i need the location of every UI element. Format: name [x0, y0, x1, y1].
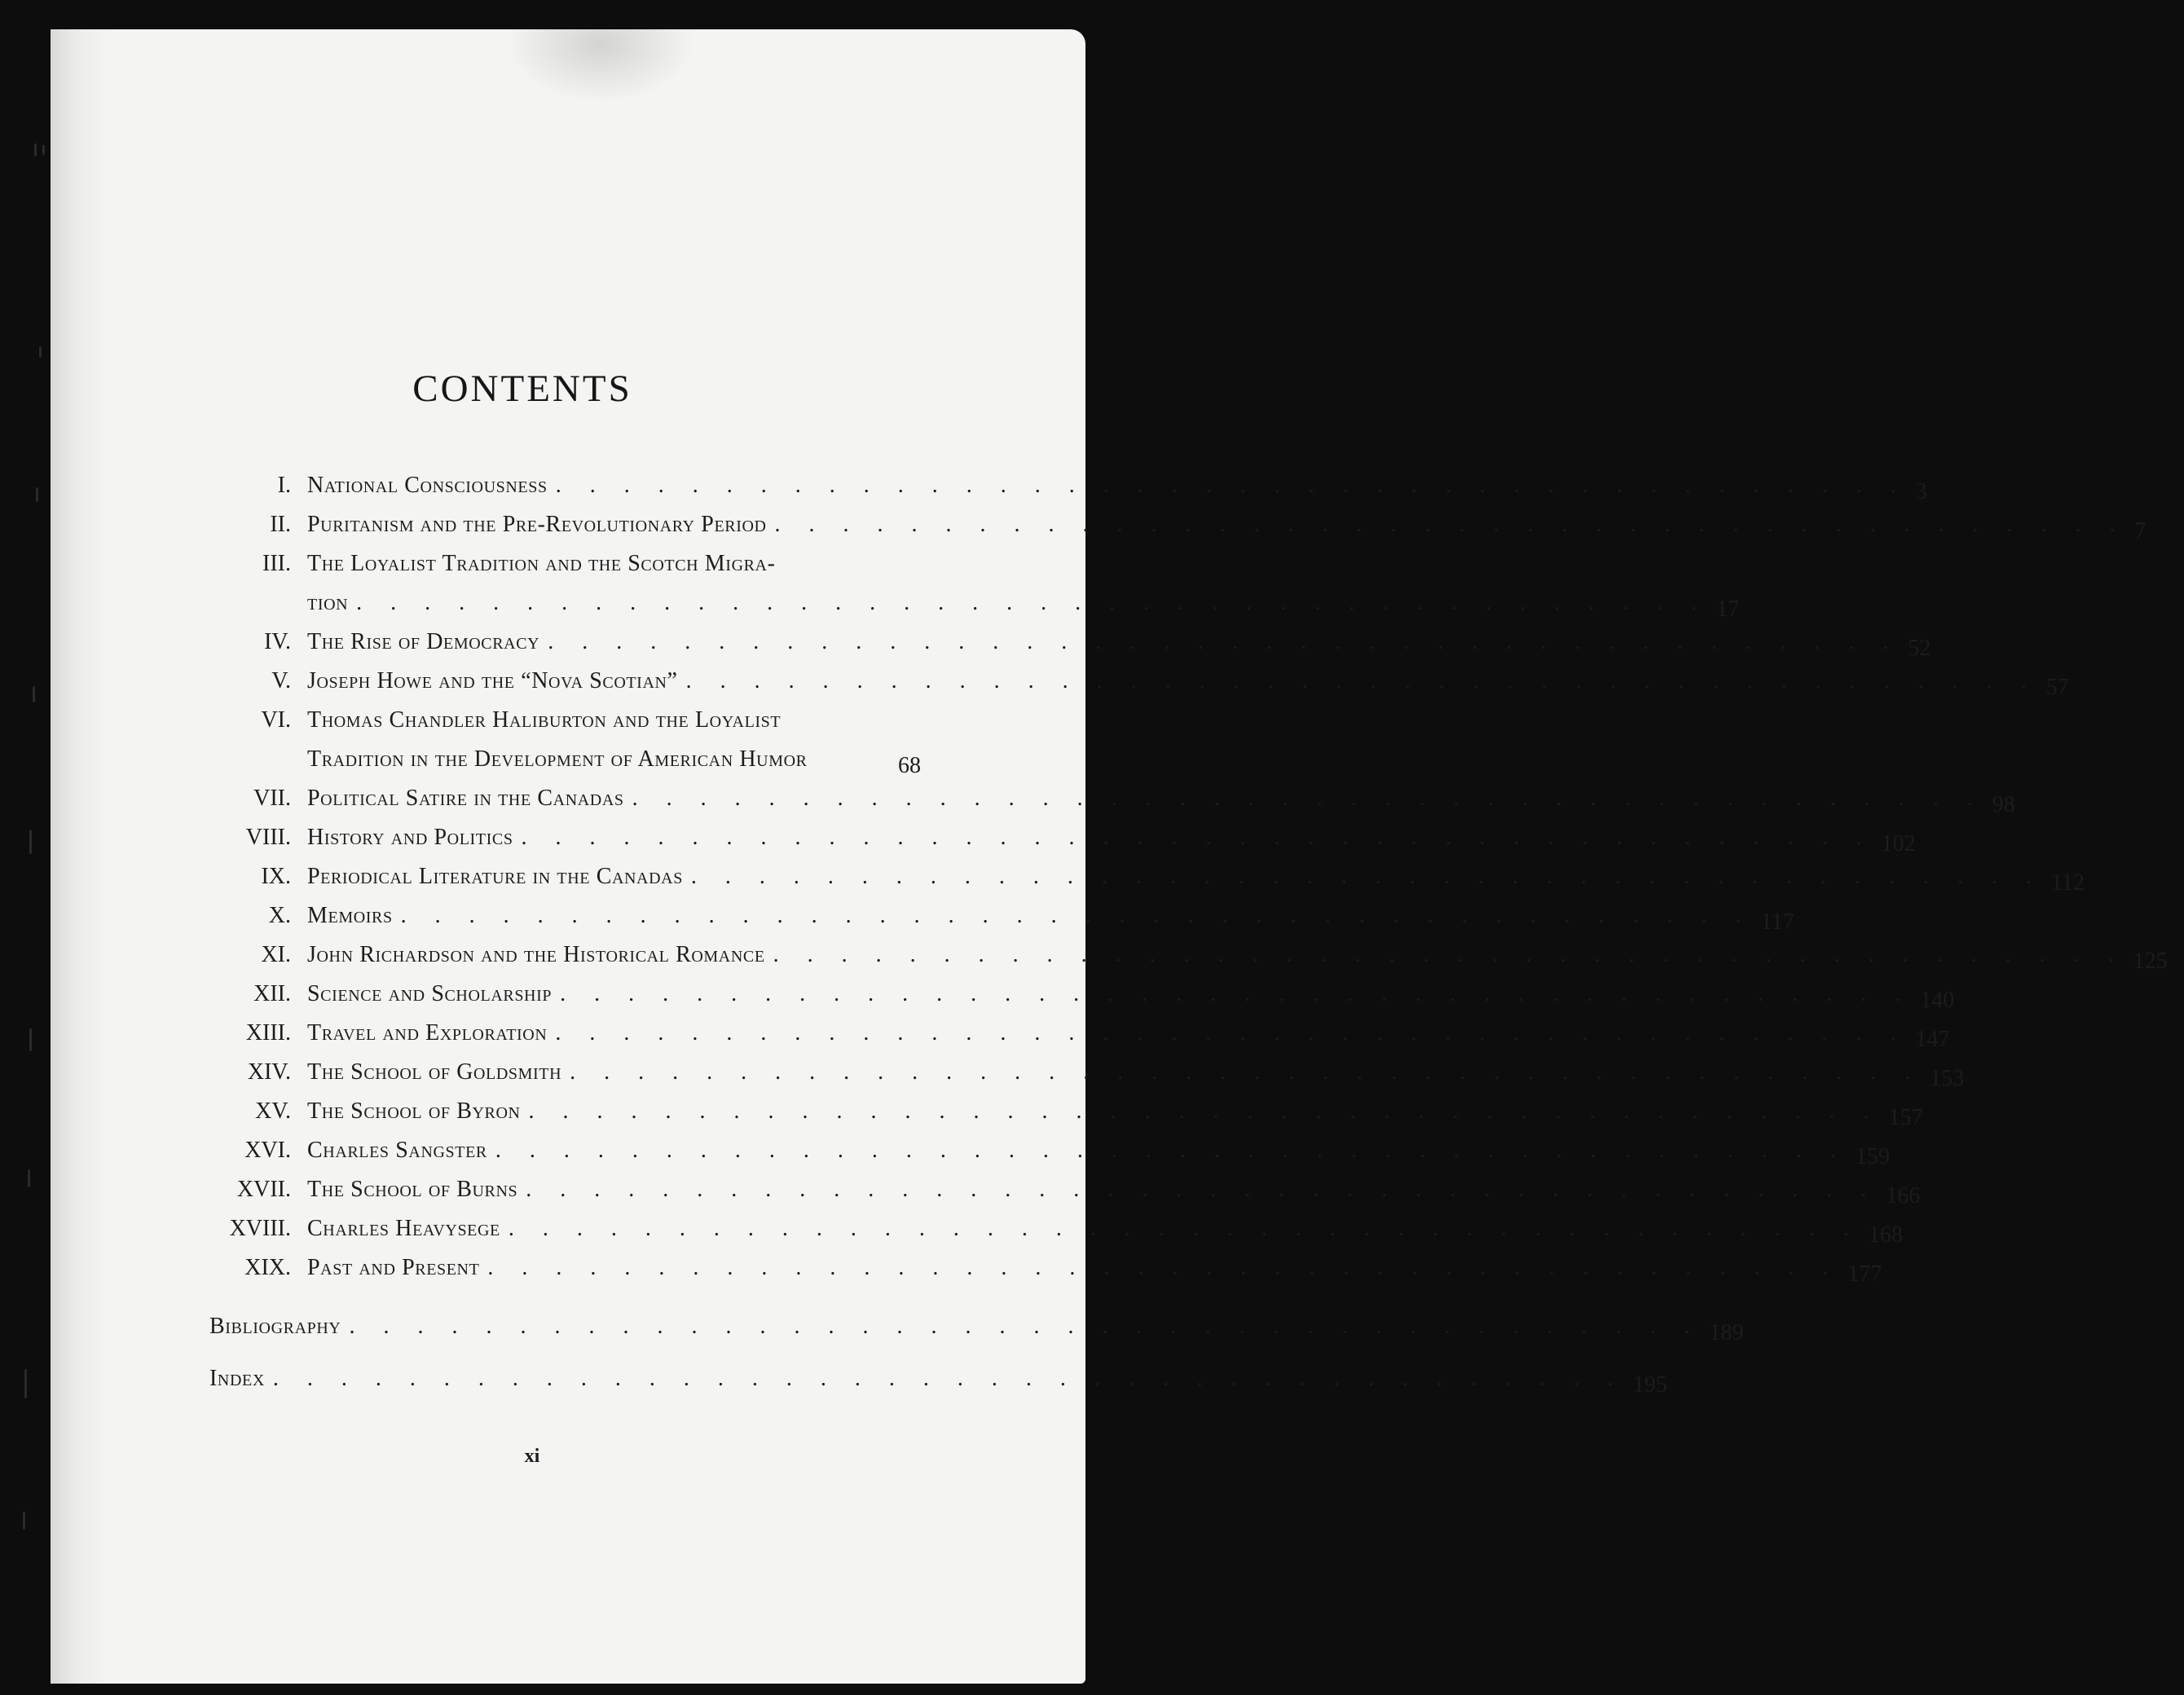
toc-line: [148, 499, 2147, 544]
toc-line: [148, 851, 2085, 896]
toc-line: [148, 1164, 1921, 1209]
dot-leader: . . . . . . . . . . . . . . . . . . . . . . . . . . . . . . . . . . . . . . . .: [349, 1314, 1702, 1339]
edge-mark: [24, 1369, 27, 1398]
chapter-title: Thomas Chandler Haliburton and the Loyalist: [307, 707, 782, 733]
toc-entry[interactable]: [148, 773, 2015, 817]
edge-mark: [28, 1169, 30, 1187]
chapter-title: Political Satire in the Canadas: [307, 786, 624, 811]
toc-entry-backmatter[interactable]: [148, 1353, 1667, 1398]
toc-line: [148, 1203, 1903, 1248]
dot-leader: . . . . . . . . . . . . . . . . . . . . . . . . . . . . . . . . . . . . . . . .: [685, 668, 2038, 693]
dot-leader: . . . . . . . . . . . . . . . . . . . . . . . . . . . . . . . . . . . . . . . .: [495, 1138, 1847, 1163]
dot-leader: . . . . . . . . . . . . . . . . . . . . . . . . . . . . . . . . . . . . . . . .: [690, 864, 2043, 889]
edge-mark: [23, 1512, 25, 1530]
toc-entry[interactable]: [148, 1164, 1921, 1209]
chapter-number: XIV.: [247, 1059, 291, 1085]
toc-line: [148, 968, 1955, 1013]
toc-line: [148, 694, 947, 733]
chapter-title: Travel and Exploration: [307, 1020, 548, 1046]
dot-leader: . . . . . . . . . . . . . . . . . . . . . . . . . . . . . . . . . . . . . . . .: [508, 1216, 1860, 1241]
page-number: 52: [1908, 636, 1931, 661]
dot-leader: . . . . . . . . . . . . . . . . . . . . . . . . . . . . . . . . . . . . . . . .: [487, 1255, 1840, 1280]
page-number: 189: [1709, 1320, 1744, 1345]
toc-line: [148, 1353, 1667, 1398]
page-number: 98: [1992, 792, 2015, 817]
chapter-title: Tradition in the Development of American Humor: [307, 746, 808, 772]
chapter-title: Periodical Literature in the Canadas: [307, 864, 683, 889]
dot-leader: . . . . . . . . . . . . . . . . . . . . . . . . . . . . . . . . . . . . . . . .: [528, 1098, 1881, 1124]
toc-line: [148, 890, 1794, 935]
toc-line: [148, 616, 1931, 661]
page-number: 159: [1855, 1144, 1890, 1169]
page-number: 68: [898, 753, 921, 778]
chapter-number: X.: [268, 903, 291, 928]
chapter-number: XIX.: [244, 1255, 291, 1280]
page-number: 168: [1868, 1222, 1903, 1248]
toc-line: [148, 1242, 1882, 1287]
edge-mark: [29, 1028, 32, 1051]
book-page: [51, 29, 2168, 1684]
page-number: 195: [1632, 1372, 1667, 1398]
toc-entry[interactable]: [148, 812, 1916, 856]
dot-leader: . . . . . . . . . . . . . . . . . . . . . . . . . . . . . . . . . . . . . . . .: [560, 981, 1913, 1006]
page-number: 166: [1886, 1183, 1921, 1209]
page-number: 125: [2133, 949, 2168, 974]
page-gutter-shadow: [51, 29, 108, 1684]
chapter-title: John Richardson and the Historical Romance: [307, 942, 765, 967]
edge-mark: [29, 830, 32, 854]
chapter-title: Puritanism and the Pre-Revolutionary Period: [307, 512, 767, 537]
chapter-number: IV.: [264, 629, 291, 654]
toc-line: [148, 1085, 1923, 1130]
toc-line: [148, 733, 947, 778]
page-number: 17: [1716, 597, 1740, 622]
chapter-title: The School of Burns: [307, 1177, 518, 1202]
toc-line: [148, 1125, 1890, 1169]
chapter-title: The School of Goldsmith: [307, 1059, 562, 1085]
page-title: CONTENTS: [412, 368, 632, 410]
edge-mark: [34, 143, 37, 156]
chapter-title: The School of Byron: [307, 1098, 521, 1124]
toc-entry[interactable]: [148, 1242, 1882, 1287]
chapter-number: XVI.: [244, 1138, 291, 1163]
page-number: 157: [1888, 1105, 1923, 1130]
toc-line: [148, 538, 947, 577]
chapter-title: The Rise of Democracy: [307, 629, 540, 654]
toc-line: [148, 773, 2015, 817]
chapter-title: History and Politics: [307, 825, 513, 850]
toc-entry[interactable]: [148, 1007, 1950, 1052]
toc-entry[interactable]: [148, 538, 1740, 622]
page-number: 112: [2050, 870, 2085, 896]
toc-entry[interactable]: [148, 499, 2147, 544]
dot-leader: . . . . . . . . . . . . . . . . . . . . . . . . . . . . . . . . . . . . . . . .: [356, 590, 1709, 615]
dot-leader: . . . . . . . . . . . . . . . . . . . . . . . . . . . . . . . . . . . . . . . .: [526, 1177, 1878, 1202]
dot-leader: . . . . . . . . . . . . . . . . . . . . . . . . . . . . . . . . . . . . . . . .: [570, 1059, 1922, 1085]
page-smudge: [507, 29, 694, 103]
toc-line: [148, 1046, 1965, 1091]
toc-line: [148, 577, 1740, 622]
page-number: 117: [1760, 909, 1794, 935]
edge-mark: [39, 346, 42, 358]
dot-leader: . . . . . . . . . . . . . . . . . . . . . . . . . . . . . . . . . . . . . . . .: [548, 629, 1900, 654]
chapter-number: VIII.: [245, 825, 291, 850]
toc-entry[interactable]: [148, 929, 2168, 974]
dot-leader: . . . . . . . . . . . . . . . . . . . . . . . . . . . . . . . . . . . . . . . .: [555, 1020, 1908, 1046]
toc-entry[interactable]: [148, 1125, 1890, 1169]
toc-entry-backmatter[interactable]: [148, 1301, 1744, 1345]
chapter-number: VI.: [261, 707, 291, 733]
page-folio: xi: [524, 1446, 540, 1467]
chapter-number: XI.: [261, 942, 291, 967]
dot-leader: . . . . . . . . . . . . . . . . . . . . . . . . . . . . . . . . . . . . . . . .: [400, 903, 1753, 928]
chapter-title: National Consciousness: [307, 473, 548, 498]
table-of-contents: [148, 460, 2168, 1398]
chapter-title: Memoirs: [307, 903, 393, 928]
chapter-title: Bibliography: [209, 1314, 341, 1339]
chapter-number: II.: [270, 512, 291, 537]
toc-line: [148, 1007, 1950, 1052]
chapter-title: The Loyalist Tradition and the Scotch Migra-: [307, 551, 776, 576]
page-number: 57: [2045, 675, 2069, 700]
page-number: 153: [1930, 1066, 1965, 1091]
chapter-title: Joseph Howe and the “Nova Scotian”: [307, 668, 678, 693]
chapter-number: XIII.: [245, 1020, 291, 1046]
toc-entry[interactable]: [148, 1203, 1903, 1248]
chapter-number: IX.: [261, 864, 291, 889]
chapter-number: XVIII.: [229, 1216, 291, 1241]
page-number: 3: [1915, 479, 1927, 504]
chapter-title: Past and Present: [307, 1255, 480, 1280]
page-number: 140: [1920, 988, 1955, 1013]
toc-entry[interactable]: [148, 460, 1927, 504]
toc-entry[interactable]: [148, 694, 947, 778]
page-number: 147: [1915, 1027, 1950, 1052]
toc-entry[interactable]: [148, 890, 1794, 935]
toc-line: [148, 655, 2069, 700]
page-number: 7: [2134, 518, 2147, 544]
edge-mark: [33, 686, 35, 702]
page-number: 177: [1847, 1261, 1882, 1287]
chapter-title: Index: [209, 1366, 265, 1391]
dot-leader: . . . . . . . . . . . . . . . . . . . . . . . . . . . . . . . . . . . . . . . .: [521, 825, 1874, 850]
chapter-title: tion: [307, 590, 349, 615]
toc-entry[interactable]: [148, 655, 2069, 700]
toc-entry[interactable]: [148, 616, 1931, 661]
chapter-number: XII.: [253, 981, 291, 1006]
toc-entry[interactable]: [148, 968, 1955, 1013]
chapter-number: XVII.: [236, 1177, 291, 1202]
dot-leader: . . . . . . . . . . . . . . . . . . . . . . . . . . . . . . . . . . . . . . . .: [632, 786, 1984, 811]
toc-line: [148, 460, 1927, 504]
chapter-title: Charles Sangster: [307, 1138, 487, 1163]
toc-entry[interactable]: [148, 851, 2085, 896]
dot-leader: . . . . . . . . . . . . . . . . . . . . . . . . . . . . . . . . . . . . . . . .: [555, 473, 1908, 498]
dot-leader: . . . . . . . . . . . . . . . . . . . . . . . . . . . . . . . . . . . . . . . .: [272, 1366, 1625, 1391]
toc-line: [148, 1301, 1744, 1345]
page-number: 102: [1881, 831, 1916, 856]
chapter-title: Charles Heavysege: [307, 1216, 500, 1241]
dot-leader: . . . . . . . . . . . . . . . . . . . . . . . . . . . . . . . . . . . . . . . .: [773, 942, 2125, 967]
chapter-number: XV.: [255, 1098, 291, 1124]
dot-leader: . . . . . . . . . . . . . . . . . . . . . . . . . . . . . . . . . . . . . . . .: [774, 512, 2127, 537]
chapter-number: VII.: [253, 786, 291, 811]
edge-mark: [42, 145, 45, 155]
toc-line: [148, 929, 2168, 974]
edge-mark: [36, 487, 38, 502]
toc-entry[interactable]: [148, 1085, 1923, 1130]
chapter-number: III.: [262, 551, 291, 576]
toc-line: [148, 812, 1916, 856]
chapter-title: Science and Scholarship: [307, 981, 553, 1006]
toc-entry[interactable]: [148, 1046, 1965, 1091]
chapter-number: V.: [271, 668, 291, 693]
chapter-number: I.: [277, 473, 291, 498]
